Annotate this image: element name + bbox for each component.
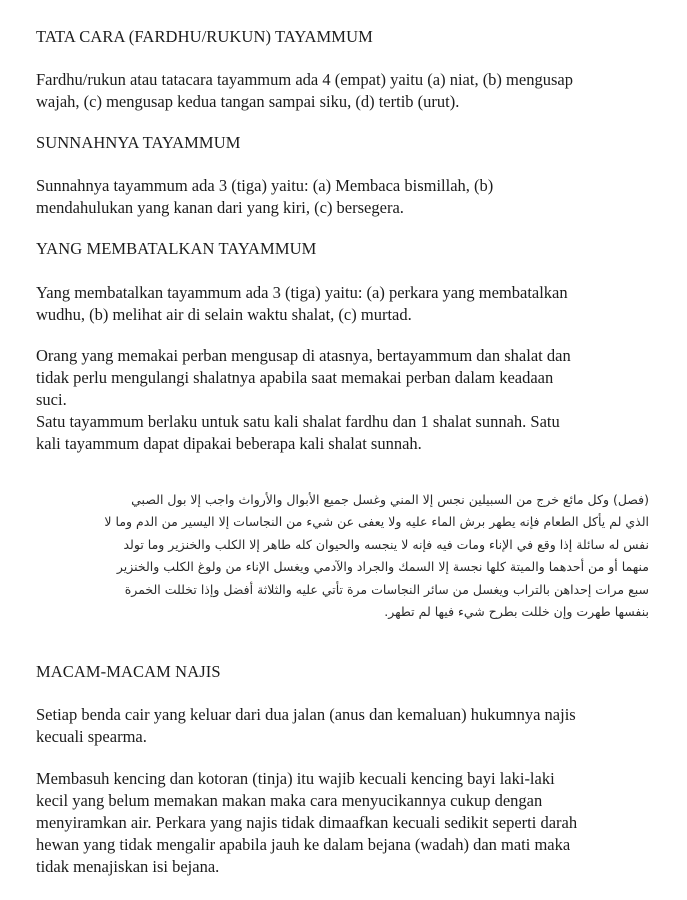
paragraph-benda-cair-najis xyxy=(36,704,656,748)
text-line: Membasuh kencing dan kotoran (tinja) itu wajib kecuali kencing bayi laki-laki xyxy=(36,769,555,788)
heading-sunnahnya-tayammum: SUNNAHNYA TAYAMMUM xyxy=(36,133,241,152)
text-line: tidak menajiskan isi bejana. xyxy=(36,857,220,876)
text-line: kecuali spearma. xyxy=(36,727,147,746)
text-line: kecil yang belum memakan makan maka cara menyucikannya cukup dengan xyxy=(36,791,543,810)
heading-tata-cara-tayammum: TATA CARA (FARDHU/RUKUN) TAYAMMUM xyxy=(36,27,373,46)
paragraph-pembatal-tayammum xyxy=(36,282,656,326)
text-line: menyiramkan air. Perkara yang najis tidak dimaafkan kecuali sedikit seperti darah xyxy=(36,813,578,832)
text-line: Satu tayammum berlaku untuk satu kali shalat fardhu dan 1 shalat sunnah. Satu xyxy=(36,412,560,431)
text-line: wajah, (c) mengusap kedua tangan sampai siku, (d) tertib (urut). xyxy=(36,92,460,111)
heading-macam-macam-najis: MACAM-MACAM NAJIS xyxy=(36,662,221,681)
paragraph-sunnah-tayammum xyxy=(36,175,656,219)
arabic-line: (فصل) وكل مائع خرج من السبيلين نجس إلا المني وغسل جميع الأبوال والأرواث واجب إلا بول الصبي xyxy=(131,492,649,507)
text-line: Fardhu/rukun atau tatacara tayammum ada 4 (empat) yaitu (a) niat, (b) mengusap xyxy=(36,70,573,89)
text-line: wudhu, (b) melihat air di selain waktu shalat, (c) murtad. xyxy=(36,305,412,324)
paragraph-fardhu-tayammum xyxy=(36,69,656,113)
text-line: Yang membatalkan tayammum ada 3 (tiga) yaitu: (a) perkara yang membatalkan xyxy=(36,283,568,302)
arabic-line: منهما أو من أحدهما والميتة كلها نجسة إلا السمك والجراد والآدمي ويغسل الإناء من ولوغ الكلب والخنزير xyxy=(116,559,649,575)
paragraph-perban-dan-tayammum xyxy=(36,345,656,455)
arabic-line: الذي لم يأكل الطعام فإنه يطهر برش الماء عليه ولا يعفى عن شيء من النجاسات إلا اليسير من الدم وما لا xyxy=(104,514,649,530)
text-line: Sunnahnya tayammum ada 3 (tiga) yaitu: (a) Membaca bismillah, (b) xyxy=(36,176,494,195)
arabic-line: سبع مرات إحداهن بالتراب ويغسل من سائر النجاسات مرة تأتي عليه والثلاثة أفضل وإذا تخللت الخمرة xyxy=(124,581,649,597)
arabic-line: بنفسها طهرت وإن خللت بطرح شيء فيها لم تطهر. xyxy=(384,604,649,620)
text-line: mendahulukan yang kanan dari yang kiri, (c) bersegera. xyxy=(36,198,404,217)
arabic-text-block xyxy=(35,489,649,623)
text-line: suci. xyxy=(36,390,67,409)
text-line: Orang yang memakai perban mengusap di atasnya, bertayammum dan shalat dan xyxy=(36,346,571,365)
text-line: Setiap benda cair yang keluar dari dua jalan (anus dan kemaluan) hukumnya najis xyxy=(36,705,576,724)
text-line: kali tayammum dapat dipakai beberapa kali shalat sunnah. xyxy=(36,434,422,453)
text-line: hewan yang tidak mengalir apabila jauh ke dalam bejana (wadah) dan mati maka xyxy=(36,835,571,854)
text-line: tidak perlu mengulangi shalatnya apabila saat memakai perban dalam keadaan xyxy=(36,368,554,387)
heading-yang-membatalkan-tayammum: YANG MEMBATALKAN TAYAMMUM xyxy=(36,239,317,258)
paragraph-membasuh-kencing xyxy=(36,768,656,878)
arabic-line: نفس له سائلة إذا وقع في الإناء ومات فيه فإنه لا ينجسه والحيوان كله طاهر إلا الكلب والخنزير وما تولد xyxy=(123,536,649,552)
